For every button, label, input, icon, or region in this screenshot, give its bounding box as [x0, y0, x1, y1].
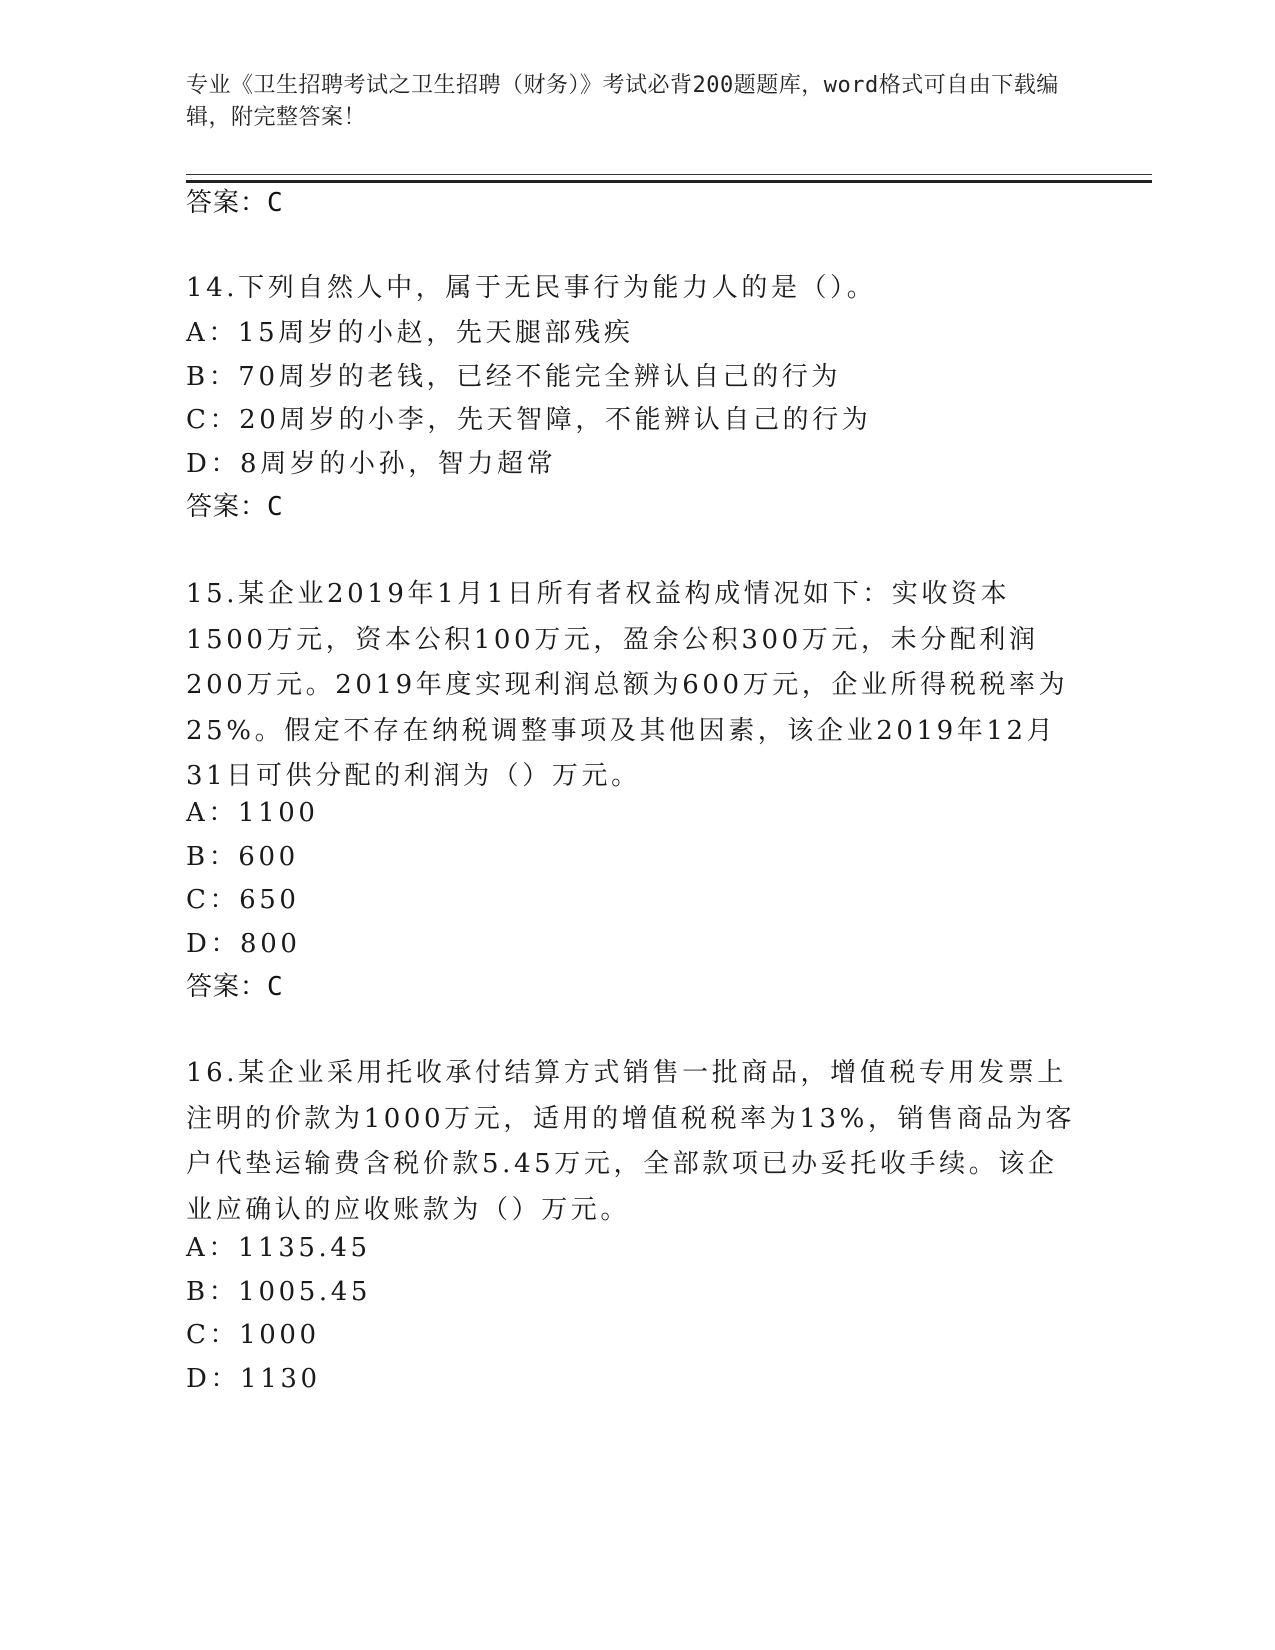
question-16-option-a: A：1135.45 — [186, 1233, 371, 1263]
question-14-option-a: A：15周岁的小赵，先天腿部残疾 — [186, 318, 634, 348]
question-16-option-d: D：1130 — [186, 1364, 321, 1394]
question-14-stem: 14.下列自然人中，属于无民事行为能力人的是（）。 — [186, 273, 877, 303]
question-15-option-a: A：1100 — [186, 798, 319, 828]
question-15-option-d: D：800 — [186, 929, 301, 959]
question-15-stem: 15.某企业2019年1月1日所有者权益构成情况如下：实收资本1500万元，资本公积100万元，盈余公积300万元，未分配利润200万元。2019年度实现利润总额为600万元，企业所得税税率为25%。假定不存在纳税调整事项及其他因素，该企业2019年12月31日可供分配的利润为（）万元。 — [186, 579, 1069, 791]
answer-previous: 答案：C — [186, 188, 284, 218]
question-14-option-c: C：20周岁的小李，先天智障，不能辨认自己的行为 — [186, 405, 872, 435]
question-14-answer: 答案：C — [186, 492, 284, 522]
question-16-option-b: B：1005.45 — [186, 1277, 372, 1307]
question-14-option-b: B：70周岁的老钱，已经不能完全辨认自己的行为 — [186, 362, 841, 392]
question-16-stem: 16.某企业采用托收承付结算方式销售一批商品，增值税专用发票上注明的价款为1000万元，适用的增值税税率为13%，销售商品为客户代垫运输费含税价款5.45万元，全部款项已办妥托收手续。该企业应确认的应收账款为（）万元。 — [186, 1058, 1076, 1225]
header-divider-thick — [186, 180, 1152, 183]
header-divider-thin — [186, 174, 1152, 175]
question-15-option-c: C：650 — [186, 885, 300, 915]
question-15-answer: 答案：C — [186, 972, 284, 1002]
question-16-option-c: C：1000 — [186, 1320, 320, 1350]
document-header: 专业《卫生招聘考试之卫生招聘（财务）》考试必背200题题库，word格式可自由下载编辑，附完整答案！ — [186, 73, 1059, 130]
question-15-option-b: B：600 — [186, 842, 299, 872]
question-14-option-d: D：8周岁的小孙，智力超常 — [186, 449, 557, 479]
